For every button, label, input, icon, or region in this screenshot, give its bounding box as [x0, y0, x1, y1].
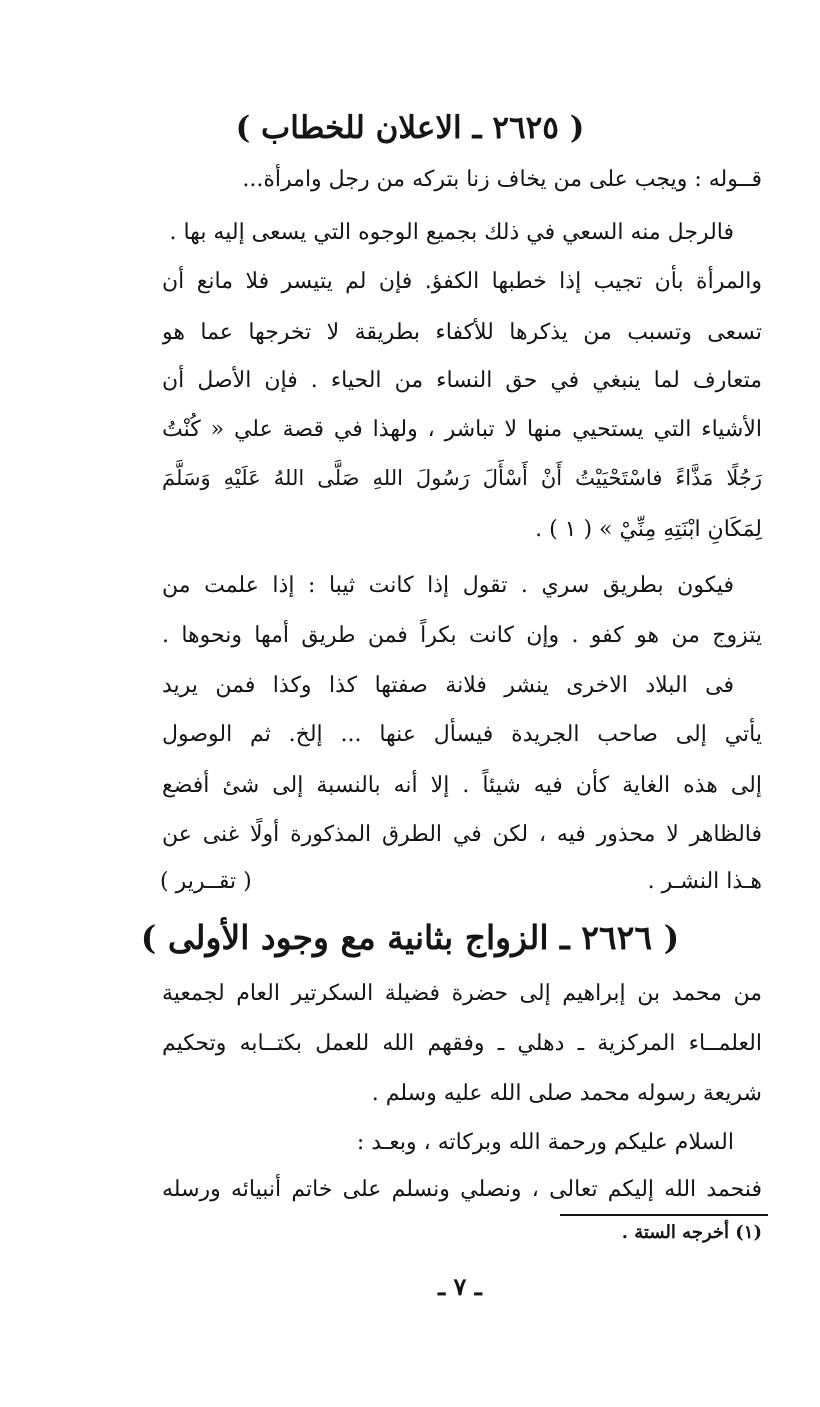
section-heading-2625: ( ٢٦٢٥ ـ الاعلان للخطاب )	[235, 110, 585, 146]
section-heading-2626: ( ٢٦٢٦ ـ الزواج بثانية مع وجود الأولى )	[140, 918, 680, 957]
text-line: العلمــاء المركزية ـ دهلي ـ وفقهم الله للعمل بكتــابه وتحكيم	[162, 1031, 762, 1056]
text-line: من محمد بن إبراهيم إلى حضرة فضيلة السكرتير العام لجمعية	[162, 981, 762, 1006]
page-number: ـ ٧ ـ	[438, 1272, 482, 1301]
text-line: فالرجل منه السعي في ذلك بجميع الوجوه التي يسعى إليه بها .	[169, 220, 734, 245]
text-line: متعارف لما ينبغي في حق النساء من الحياء . فإن الأصل أن	[162, 368, 762, 393]
text-line: شريعة رسوله محمد صلى الله عليه وسلم .	[371, 1081, 762, 1106]
text-line: يأتي إلى صاحب الجريدة فيسأل عنها ... إلخ. ثم الوصول	[162, 722, 762, 747]
footnote-divider	[560, 1214, 768, 1216]
text-line: هـذا النشـر .	[647, 869, 762, 894]
text-line: يتزوج من هو كفو . وإن كانت بكراً فمن طريق أمها ونحوها .	[162, 623, 762, 648]
text-line: تسعى وتسبب من يذكرها للأكفاء بطريقة لا تخرجها عما هو	[162, 320, 762, 345]
text-line: فيكون بطريق سري . تقول إذا كانت ثيبا : إذا علمت من	[162, 573, 734, 598]
text-line: الأشياء التي يستحيي منها لا تباشر ، ولهذا في قصة علي « كُنْتُ	[162, 417, 762, 442]
source-note: ( تقــرير )	[160, 869, 252, 894]
text-line: السلام عليكم ورحمة الله وبركاته ، وبعـد :	[356, 1130, 734, 1155]
text-line: إلى هذه الغاية كأن فيه شيئاً . إلا أنه بالنسبة إلى شئ أفضع	[162, 773, 762, 798]
hadith-line: رَجُلًا مَذَّاءً فاسْتَحْيَيْتُ أَنْ أَسْأَلَ رَسُولَ اللهِ صَلَّى اللهُ عَلَيْهِ وَسَلَّمَ	[162, 466, 762, 490]
text-line: فى البلاد الاخرى ينشر فلانة صفتها كذا وكذا فمن يريد	[162, 673, 734, 698]
footnote: (١) أخرجه الستة .	[621, 1222, 762, 1243]
hadith-line: لِمَكَانِ ابْنَتِهِ مِنِّيْ » ( ١ ) .	[535, 517, 762, 542]
text-line: والمرأة بأن تجيب إذا خطبها الكفؤ. فإن لم يتيسر فلا مانع أن	[162, 269, 762, 294]
text-line: فنحمد الله إليكم تعالى ، ونصلي ونسلم على خاتم أنبيائه ورسله	[162, 1177, 762, 1202]
text-line: فالظاهر لا محذور فيه ، لكن في الطرق المذكورة أولًا غنى عن	[162, 822, 762, 847]
text-line: قــوله : ويجب على من يخاف زنا بتركه من رجل وامرأة...	[242, 167, 762, 192]
